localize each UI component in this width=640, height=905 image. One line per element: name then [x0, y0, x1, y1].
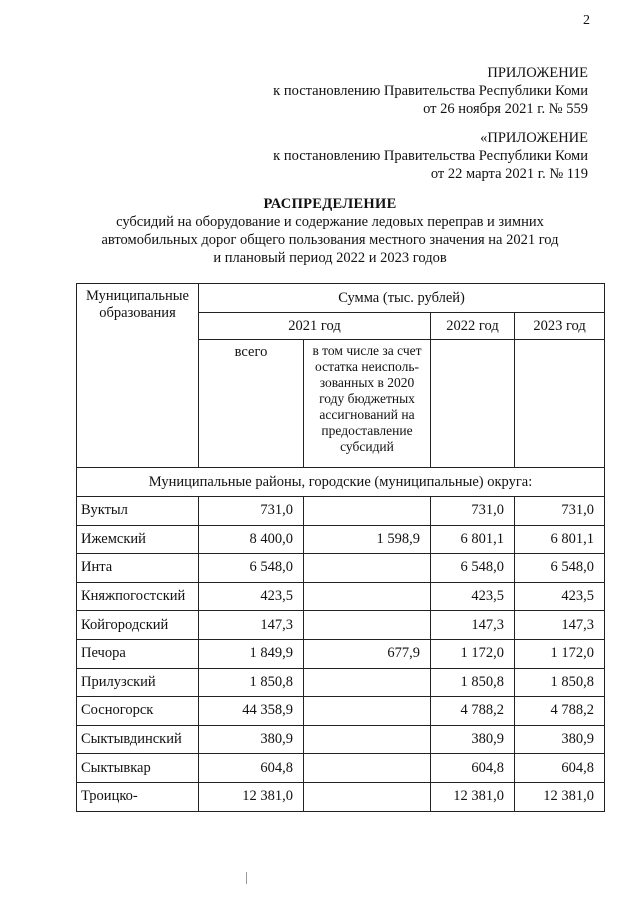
value-2023: 423,5 [515, 582, 605, 611]
value-2022: 12 381,0 [431, 782, 515, 811]
value-2021-including [304, 668, 431, 697]
value-2023: 731,0 [515, 497, 605, 526]
distribution-table [76, 283, 605, 812]
value-2022: 604,8 [431, 754, 515, 783]
value-2022: 731,0 [431, 497, 515, 526]
value-2021-including [304, 697, 431, 726]
title-line: автомобильных дорог общего пользования местного значения на 2021 год [101, 232, 559, 248]
value-2022: 6 548,0 [431, 554, 515, 583]
value-2021-total: 6 548,0 [199, 554, 304, 583]
page-number: 2 [583, 13, 590, 28]
appendix-reference: к постановлению Правительства Республики Коми [273, 83, 588, 99]
value-2021-including [304, 497, 431, 526]
value-2023: 380,9 [515, 725, 605, 754]
value-2021-total: 147,3 [199, 611, 304, 640]
table-row [77, 668, 605, 697]
table-row [77, 497, 605, 526]
appendix-header-new [273, 64, 588, 118]
value-2021-total: 731,0 [199, 497, 304, 526]
value-2022: 423,5 [431, 582, 515, 611]
value-2021-including: 677,9 [304, 639, 431, 668]
value-2021-total: 12 381,0 [199, 782, 304, 811]
table-row [77, 554, 605, 583]
section-label: Муниципальные районы, городские (муниципальные) округа: [77, 468, 605, 497]
value-2023: 604,8 [515, 754, 605, 783]
header-sum: Сумма (тыс. рублей) [199, 284, 605, 313]
value-2022: 1 172,0 [431, 639, 515, 668]
value-2021-including [304, 554, 431, 583]
value-2021-total: 423,5 [199, 582, 304, 611]
title-line: и плановый период 2022 и 2023 годов [213, 250, 447, 266]
value-2021-total: 44 358,9 [199, 697, 304, 726]
value-2023: 6 801,1 [515, 525, 605, 554]
value-2021-including [304, 582, 431, 611]
header-empty-cell [431, 340, 515, 468]
value-2023: 12 381,0 [515, 782, 605, 811]
value-2021-total: 8 400,0 [199, 525, 304, 554]
municipality-name: Сыктывкар [77, 754, 199, 783]
value-2021-total: 380,9 [199, 725, 304, 754]
value-2021-including [304, 754, 431, 783]
header-year-2021: 2021 год [199, 313, 431, 340]
appendix-date: от 26 ноября 2021 г. № 559 [423, 101, 588, 117]
table-row [77, 525, 605, 554]
appendix-heading: ПРИЛОЖЕНИЕ [487, 65, 588, 81]
header-empty-cell [515, 340, 605, 468]
value-2021-total: 1 849,9 [199, 639, 304, 668]
value-2021-including: 1 598,9 [304, 525, 431, 554]
municipality-name: Сосногорск [77, 697, 199, 726]
table-row [77, 582, 605, 611]
municipality-name: Прилузский [77, 668, 199, 697]
appendix-header-old [273, 129, 588, 183]
value-2023: 147,3 [515, 611, 605, 640]
value-2022: 380,9 [431, 725, 515, 754]
value-2023: 1 172,0 [515, 639, 605, 668]
header-municipality: Муниципальные образования [77, 284, 199, 468]
municipality-name: Княжпогостский [77, 582, 199, 611]
value-2023: 6 548,0 [515, 554, 605, 583]
value-2022: 4 788,2 [431, 697, 515, 726]
page-mark [246, 872, 247, 884]
header-year-2022: 2022 год [431, 313, 515, 340]
section-row [77, 468, 605, 497]
value-2023: 4 788,2 [515, 697, 605, 726]
municipality-name: Койгородский [77, 611, 199, 640]
value-2021-total: 604,8 [199, 754, 304, 783]
header-including: в том числе за счет остатка неисполь-зованных в 2020 году бюджетных ассигнований на предоставление субсидий [304, 340, 431, 468]
municipality-name: Инта [77, 554, 199, 583]
table-row [77, 754, 605, 783]
value-2023: 1 850,8 [515, 668, 605, 697]
table-row [77, 611, 605, 640]
header-total: всего [199, 340, 304, 468]
municipality-name: Печора [77, 639, 199, 668]
value-2021-total: 1 850,8 [199, 668, 304, 697]
header-row [77, 284, 605, 313]
table-row [77, 639, 605, 668]
document-title [60, 195, 600, 267]
appendix-reference: к постановлению Правительства Республики Коми [273, 148, 588, 164]
appendix-heading: «ПРИЛОЖЕНИЕ [480, 130, 588, 146]
value-2021-including [304, 725, 431, 754]
municipality-name: Вуктыл [77, 497, 199, 526]
value-2022: 147,3 [431, 611, 515, 640]
table-row [77, 725, 605, 754]
appendix-date: от 22 марта 2021 г. № 119 [430, 166, 588, 182]
title-main: РАСПРЕДЕЛЕНИЕ [263, 196, 397, 212]
municipality-name: Сыктывдинский [77, 725, 199, 754]
table-row [77, 697, 605, 726]
value-2021-including [304, 611, 431, 640]
municipality-name: Ижемский [77, 525, 199, 554]
value-2021-including [304, 782, 431, 811]
value-2022: 6 801,1 [431, 525, 515, 554]
value-2022: 1 850,8 [431, 668, 515, 697]
table-row [77, 782, 605, 811]
title-line: субсидий на оборудование и содержание ледовых переправ и зимних [116, 214, 544, 230]
header-year-2023: 2023 год [515, 313, 605, 340]
table-body [77, 497, 605, 812]
municipality-name: Троицко- [77, 782, 199, 811]
